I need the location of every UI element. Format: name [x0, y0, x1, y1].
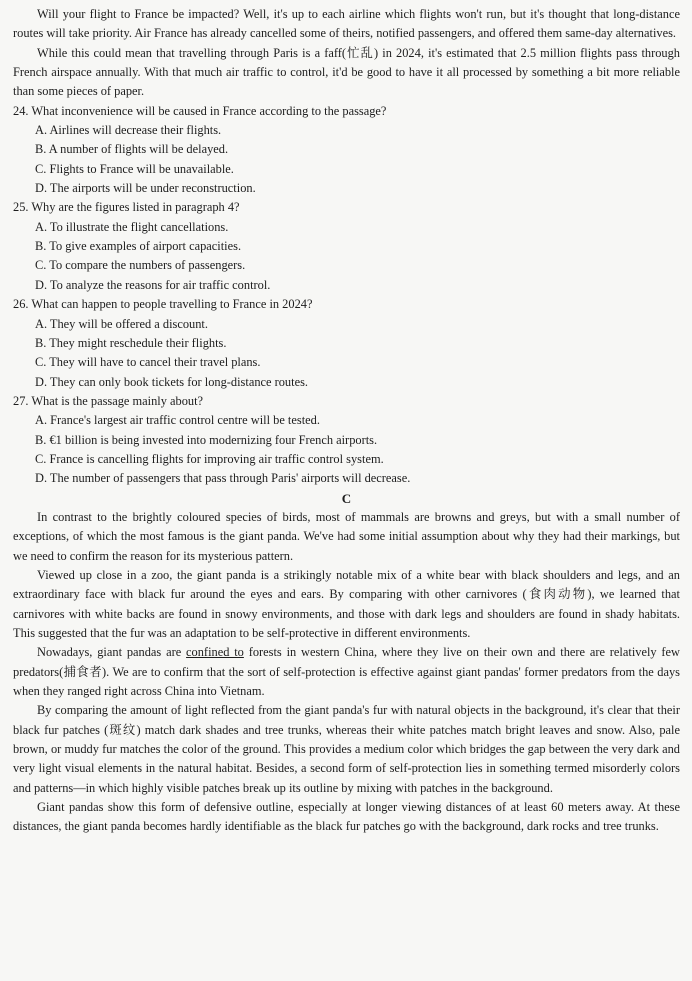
answer-option: C. They will have to cancel their travel plans.: [35, 355, 261, 370]
answer-option: B. To give examples of airport capacities.: [35, 239, 242, 254]
passage-paragraph: While this could mean that travelling through Paris is a faff(忙乱) in 2024, it's estimated that 2.5 million flights pass through French airspace annually. With that much air traffic to control, it'd be good to have it all processed by something a bit more reliable than some pieces of paper.: [13, 45, 680, 99]
answer-option: A. Airlines will decrease their flights.: [35, 123, 222, 138]
answer-option: D. To analyze the reasons for air traffic control.: [35, 277, 271, 292]
passage-paragraph: By comparing the amount of light reflected from the giant panda's fur with natural objects in the background, it's clear that their black fur patches (斑纹) match dark shades and tree trunks, whereas their white patches match bright leaves and snow. Also, pale brown, or muddy fur matches the color of the ground. This provides a medium color which bridges the gap between the very dark and very light visual elements in the natural habitat. Besides, a second form of self-protection lies in something termed misorderly colors and patterns—in which highly visible patches break up its outline by mixing with patches in the background.: [13, 703, 680, 795]
question-stem: 25. Why are the figures listed in paragraph 4?: [13, 200, 240, 215]
section-heading: C: [341, 490, 352, 506]
answer-option: D. They can only book tickets for long-distance routes.: [35, 374, 308, 389]
question-24: [13, 102, 680, 199]
question-stem: 27. What is the passage mainly about?: [13, 393, 204, 408]
question-stem: 24. What inconvenience will be caused in France according to the passage?: [13, 103, 387, 118]
answer-option: B. A number of flights will be delayed.: [35, 142, 229, 157]
answer-option: C. Flights to France will be unavailable.: [35, 161, 234, 176]
question-27: [13, 392, 680, 489]
passage-paragraph: [13, 643, 680, 701]
answer-option: A. They will be offered a discount.: [35, 316, 208, 331]
question-25: [13, 198, 680, 295]
paragraph-text: Nowadays, giant pandas are: [37, 645, 187, 660]
answer-option: D. The number of passengers that pass through Paris' airports will decrease.: [35, 471, 411, 486]
answer-option: A. To illustrate the flight cancellations.: [35, 219, 229, 234]
answer-option: D. The airports will be under reconstruction.: [35, 181, 256, 196]
answer-option: A. France's largest air traffic control centre will be tested.: [35, 413, 320, 428]
answer-option: C. France is cancelling flights for improving air traffic control system.: [35, 451, 384, 466]
answer-option: B. €1 billion is being invested into modernizing four French airports.: [35, 432, 378, 447]
question-26: [13, 295, 680, 392]
passage-paragraph: In contrast to the brightly coloured species of birds, most of mammals are browns and greys, but with a small number of exceptions, of which the most famous is the giant panda. We've had some initial assumption about why they had their markings, but we need to confirm the reason for its mysterious pattern.: [13, 509, 680, 563]
paragraph-text: forests in western China, where they live on their own and there are relatively few predators(捕食者). We are to confirm that the sort of self-protection is effective against giant pandas' former predators from the days when they ranged right across China into Vietnam.: [13, 645, 680, 699]
answer-option: B. They might reschedule their flights.: [35, 335, 227, 350]
underlined-phrase: confined to: [186, 645, 244, 660]
passage-paragraph: Giant pandas show this form of defensive outline, especially at longer viewing distances of at least 60 meters away. At these distances, the giant panda becomes hardly identifiable as the black fur patches go with the background, dark rocks and tree trunks.: [13, 800, 680, 834]
passage-paragraph: Will your flight to France be impacted? Well, it's up to each airline which flights won't run, but it's thought that long-distance routes will take priority. Air France has already cancelled some of theirs, notified passengers, and offered them same-day alternatives.: [13, 7, 680, 41]
passage-paragraph: Viewed up close in a zoo, the giant panda is a strikingly notable mix of a white bear with black shoulders and legs, and an extraordinary face with black fur around the eyes and ears. By comparing with other carnivores (食肉动物), we learned that carnivores with white backs are found in snowy environments, and those with dark legs and shoulders are found in shady habitats. This suggested that the fur was an adaptation to be self-protective in different environments.: [13, 567, 680, 640]
question-stem: 26. What can happen to people travelling to France in 2024?: [13, 297, 313, 312]
answer-option: C. To compare the numbers of passengers.: [35, 258, 246, 273]
